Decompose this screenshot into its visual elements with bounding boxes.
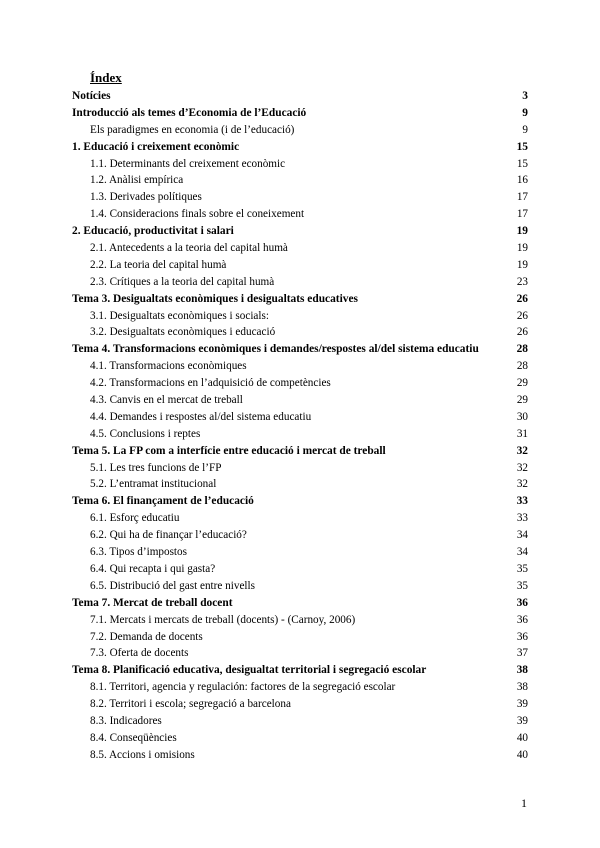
toc-entry-page: 33 bbox=[516, 495, 528, 508]
toc-entry-page: 40 bbox=[516, 748, 528, 761]
toc-entry-label: Tema 5. La FP com a interfície entre educació i mercat de treball bbox=[72, 444, 386, 457]
toc-entry-page: 38 bbox=[516, 681, 528, 694]
toc-entry-page: 35 bbox=[516, 562, 528, 575]
toc-entry-page: 36 bbox=[516, 630, 528, 643]
toc-section-entry[interactable] bbox=[72, 612, 528, 629]
toc-chapter-entry[interactable] bbox=[72, 105, 528, 122]
toc-entry-label: 2.3. Crítiques a la teoria del capital humà bbox=[90, 275, 275, 288]
toc-entry-label: 3.2. Desigualtats econòmiques i educació bbox=[90, 326, 276, 339]
toc-entry-label: 4.2. Transformacions en l’adquisició de competències bbox=[90, 377, 331, 390]
toc-chapter-entry[interactable] bbox=[72, 493, 528, 510]
toc-section-entry[interactable] bbox=[72, 308, 528, 325]
toc-entry-label: Tema 8. Planificació educativa, desigualtat territorial i segregació escolar bbox=[72, 664, 427, 677]
toc-entry-page: 29 bbox=[516, 377, 528, 390]
toc-section-entry[interactable] bbox=[72, 375, 528, 392]
toc-entry-label: 4.4. Demandes i respostes al/del sistema educatiu bbox=[90, 410, 312, 423]
toc-entry-page: 17 bbox=[516, 208, 528, 221]
toc-section-entry[interactable] bbox=[72, 747, 528, 764]
toc-section-entry[interactable] bbox=[72, 358, 528, 375]
toc-entry-label: Els paradigmes en economia (i de l’educació) bbox=[90, 123, 295, 136]
toc-entry-page: 28 bbox=[516, 343, 528, 356]
toc-entry-page: 39 bbox=[516, 714, 528, 727]
toc-chapter-entry[interactable] bbox=[72, 443, 528, 460]
toc-entry-label: Tema 3. Desigualtats econòmiques i desigualtats educatives bbox=[72, 292, 358, 305]
toc-entry-page: 26 bbox=[516, 292, 528, 305]
toc-section-entry[interactable] bbox=[72, 426, 528, 443]
toc-section-entry[interactable] bbox=[72, 713, 528, 730]
toc-entry-page: 35 bbox=[516, 579, 528, 592]
toc-section-entry[interactable] bbox=[72, 645, 528, 662]
toc-section-entry[interactable] bbox=[72, 189, 528, 206]
toc-entry-label: 7.2. Demanda de docents bbox=[90, 630, 203, 643]
toc-entry-page: 36 bbox=[516, 596, 528, 609]
toc-entry-page: 19 bbox=[516, 225, 528, 238]
toc-entry-label: 5.1. Les tres funcions de l’FP bbox=[90, 461, 222, 474]
toc-entry-label: 8.3. Indicadores bbox=[90, 714, 162, 727]
toc-chapter-entry[interactable] bbox=[72, 662, 528, 679]
toc-entry-page: 17 bbox=[516, 191, 528, 204]
toc-section-entry[interactable] bbox=[72, 274, 528, 291]
toc-entry-label: 4.1. Transformacions econòmiques bbox=[90, 360, 247, 373]
toc-entry-page: 39 bbox=[516, 698, 528, 711]
toc-entry-label: Tema 4. Transformacions econòmiques i demandes/respostes al/del sistema educatiu bbox=[72, 343, 479, 356]
toc-entry-label: 1.1. Determinants del creixement econòmic bbox=[90, 157, 286, 170]
toc-chapter-entry[interactable] bbox=[72, 88, 528, 105]
toc-entry-page: 36 bbox=[516, 613, 528, 626]
toc-entry-label: Tema 7. Mercat de treball docent bbox=[72, 596, 233, 609]
toc-entry-page: 9 bbox=[522, 123, 528, 136]
toc-chapter-entry[interactable] bbox=[72, 595, 528, 612]
toc-section-entry[interactable] bbox=[72, 679, 528, 696]
page-number: 1 bbox=[521, 796, 527, 810]
toc-entry-label: 8.1. Territori, agencia y regulación: factores de la segregació escolar bbox=[90, 681, 396, 694]
toc-section-entry[interactable] bbox=[72, 409, 528, 426]
toc-entry-label: 4.5. Conclusions i reptes bbox=[90, 427, 201, 440]
toc-entry-page: 28 bbox=[516, 360, 528, 373]
toc-entry-label: 8.4. Conseqüències bbox=[90, 731, 177, 744]
toc-chapter-entry[interactable] bbox=[72, 341, 528, 358]
toc-entry-label: 6.5. Distribució del gast entre nivells bbox=[90, 579, 255, 592]
index-title: Índex bbox=[90, 70, 122, 85]
toc-entry-label: 6.2. Qui ha de finançar l’educació? bbox=[90, 529, 247, 542]
toc-entry-page: 34 bbox=[516, 546, 528, 559]
toc-section-entry[interactable] bbox=[72, 730, 528, 747]
toc-section-entry[interactable] bbox=[72, 460, 528, 477]
toc-chapter-entry[interactable] bbox=[72, 291, 528, 308]
toc-section-entry[interactable] bbox=[72, 156, 528, 173]
toc-section-entry[interactable] bbox=[72, 240, 528, 257]
toc-entry-label: 2.1. Antecedents a la teoria del capital humà bbox=[90, 242, 288, 255]
toc-entry-page: 15 bbox=[516, 157, 528, 170]
toc-entry-label: 6.4. Qui recapta i qui gasta? bbox=[90, 562, 216, 575]
toc-section-entry[interactable] bbox=[72, 476, 528, 493]
toc-entry-page: 40 bbox=[516, 731, 528, 744]
toc-entry-label: 2.2. La teoria del capital humà bbox=[90, 258, 227, 271]
toc-chapter-entry[interactable] bbox=[72, 139, 528, 156]
toc-entry-label: 4.3. Canvis en el mercat de treball bbox=[90, 394, 243, 407]
toc-entry-page: 26 bbox=[516, 326, 528, 339]
toc-section-entry[interactable] bbox=[72, 324, 528, 341]
toc-entry-page: 19 bbox=[516, 258, 528, 271]
toc-section-entry[interactable] bbox=[72, 510, 528, 527]
toc-entry-page: 23 bbox=[516, 275, 528, 288]
toc-section-entry[interactable] bbox=[72, 172, 528, 189]
toc-section-entry[interactable] bbox=[72, 206, 528, 223]
toc-entry-page: 30 bbox=[516, 410, 528, 423]
toc-section-entry[interactable] bbox=[72, 561, 528, 578]
toc-section-entry[interactable] bbox=[72, 392, 528, 409]
toc-entry-label: Introducció als temes d’Economia de l’Educació bbox=[72, 106, 307, 119]
toc-entry-label: 1.2. Anàlisi empírica bbox=[90, 174, 184, 187]
toc-entry-page: 33 bbox=[516, 512, 528, 525]
toc-entry-label: 6.1. Esforç educatiu bbox=[90, 512, 180, 525]
toc-section-entry[interactable] bbox=[72, 696, 528, 713]
toc-entry-page: 38 bbox=[516, 664, 528, 677]
toc-entry-page: 37 bbox=[516, 647, 528, 660]
toc-entry-page: 32 bbox=[516, 461, 528, 474]
toc-entry-label: 5.2. L’entramat institucional bbox=[90, 478, 217, 491]
toc-entry-page: 15 bbox=[516, 140, 528, 153]
toc-section-entry[interactable] bbox=[72, 122, 528, 139]
toc-section-entry[interactable] bbox=[72, 257, 528, 274]
toc-entry-page: 32 bbox=[516, 444, 528, 457]
toc-entry-label: 1.4. Consideracions finals sobre el coneixement bbox=[90, 208, 305, 221]
toc-entry-page: 32 bbox=[516, 478, 528, 491]
toc-entry-label: 3.1. Desigualtats econòmiques i socials: bbox=[90, 309, 269, 322]
table-of-contents bbox=[72, 88, 528, 764]
toc-section-entry[interactable] bbox=[72, 527, 528, 544]
toc-entry-label: Tema 6. El finançament de l’educació bbox=[72, 495, 254, 508]
toc-entry-label: 2. Educació, productivitat i salari bbox=[72, 225, 234, 238]
toc-section-entry[interactable] bbox=[72, 578, 528, 595]
toc-entry-page: 19 bbox=[516, 242, 528, 255]
toc-entry-page: 26 bbox=[516, 309, 528, 322]
toc-entry-label: 7.1. Mercats i mercats de treball (docents) - (Carnoy, 2006) bbox=[90, 613, 356, 626]
toc-entry-page: 29 bbox=[516, 394, 528, 407]
toc-entry-page: 9 bbox=[522, 106, 528, 119]
toc-entry-label: 6.3. Tipos d’impostos bbox=[90, 546, 187, 559]
toc-entry-label: 7.3. Oferta de docents bbox=[90, 647, 189, 660]
toc-entry-page: 31 bbox=[516, 427, 528, 440]
toc-entry-page: 3 bbox=[522, 90, 528, 102]
toc-entry-page: 34 bbox=[516, 529, 528, 542]
toc-section-entry[interactable] bbox=[72, 544, 528, 561]
toc-chapter-entry[interactable] bbox=[72, 223, 528, 240]
toc-entry-label: Notícies bbox=[72, 90, 111, 102]
toc-entry-label: 8.5. Accions i omisions bbox=[90, 748, 195, 761]
toc-entry-label: 8.2. Territori i escola; segregació a barcelona bbox=[90, 698, 291, 711]
toc-entry-page: 16 bbox=[516, 174, 528, 187]
toc-entry-label: 1.3. Derivades polítiques bbox=[90, 191, 202, 204]
toc-entry-label: 1. Educació i creixement econòmic bbox=[72, 140, 240, 153]
toc-section-entry[interactable] bbox=[72, 629, 528, 646]
